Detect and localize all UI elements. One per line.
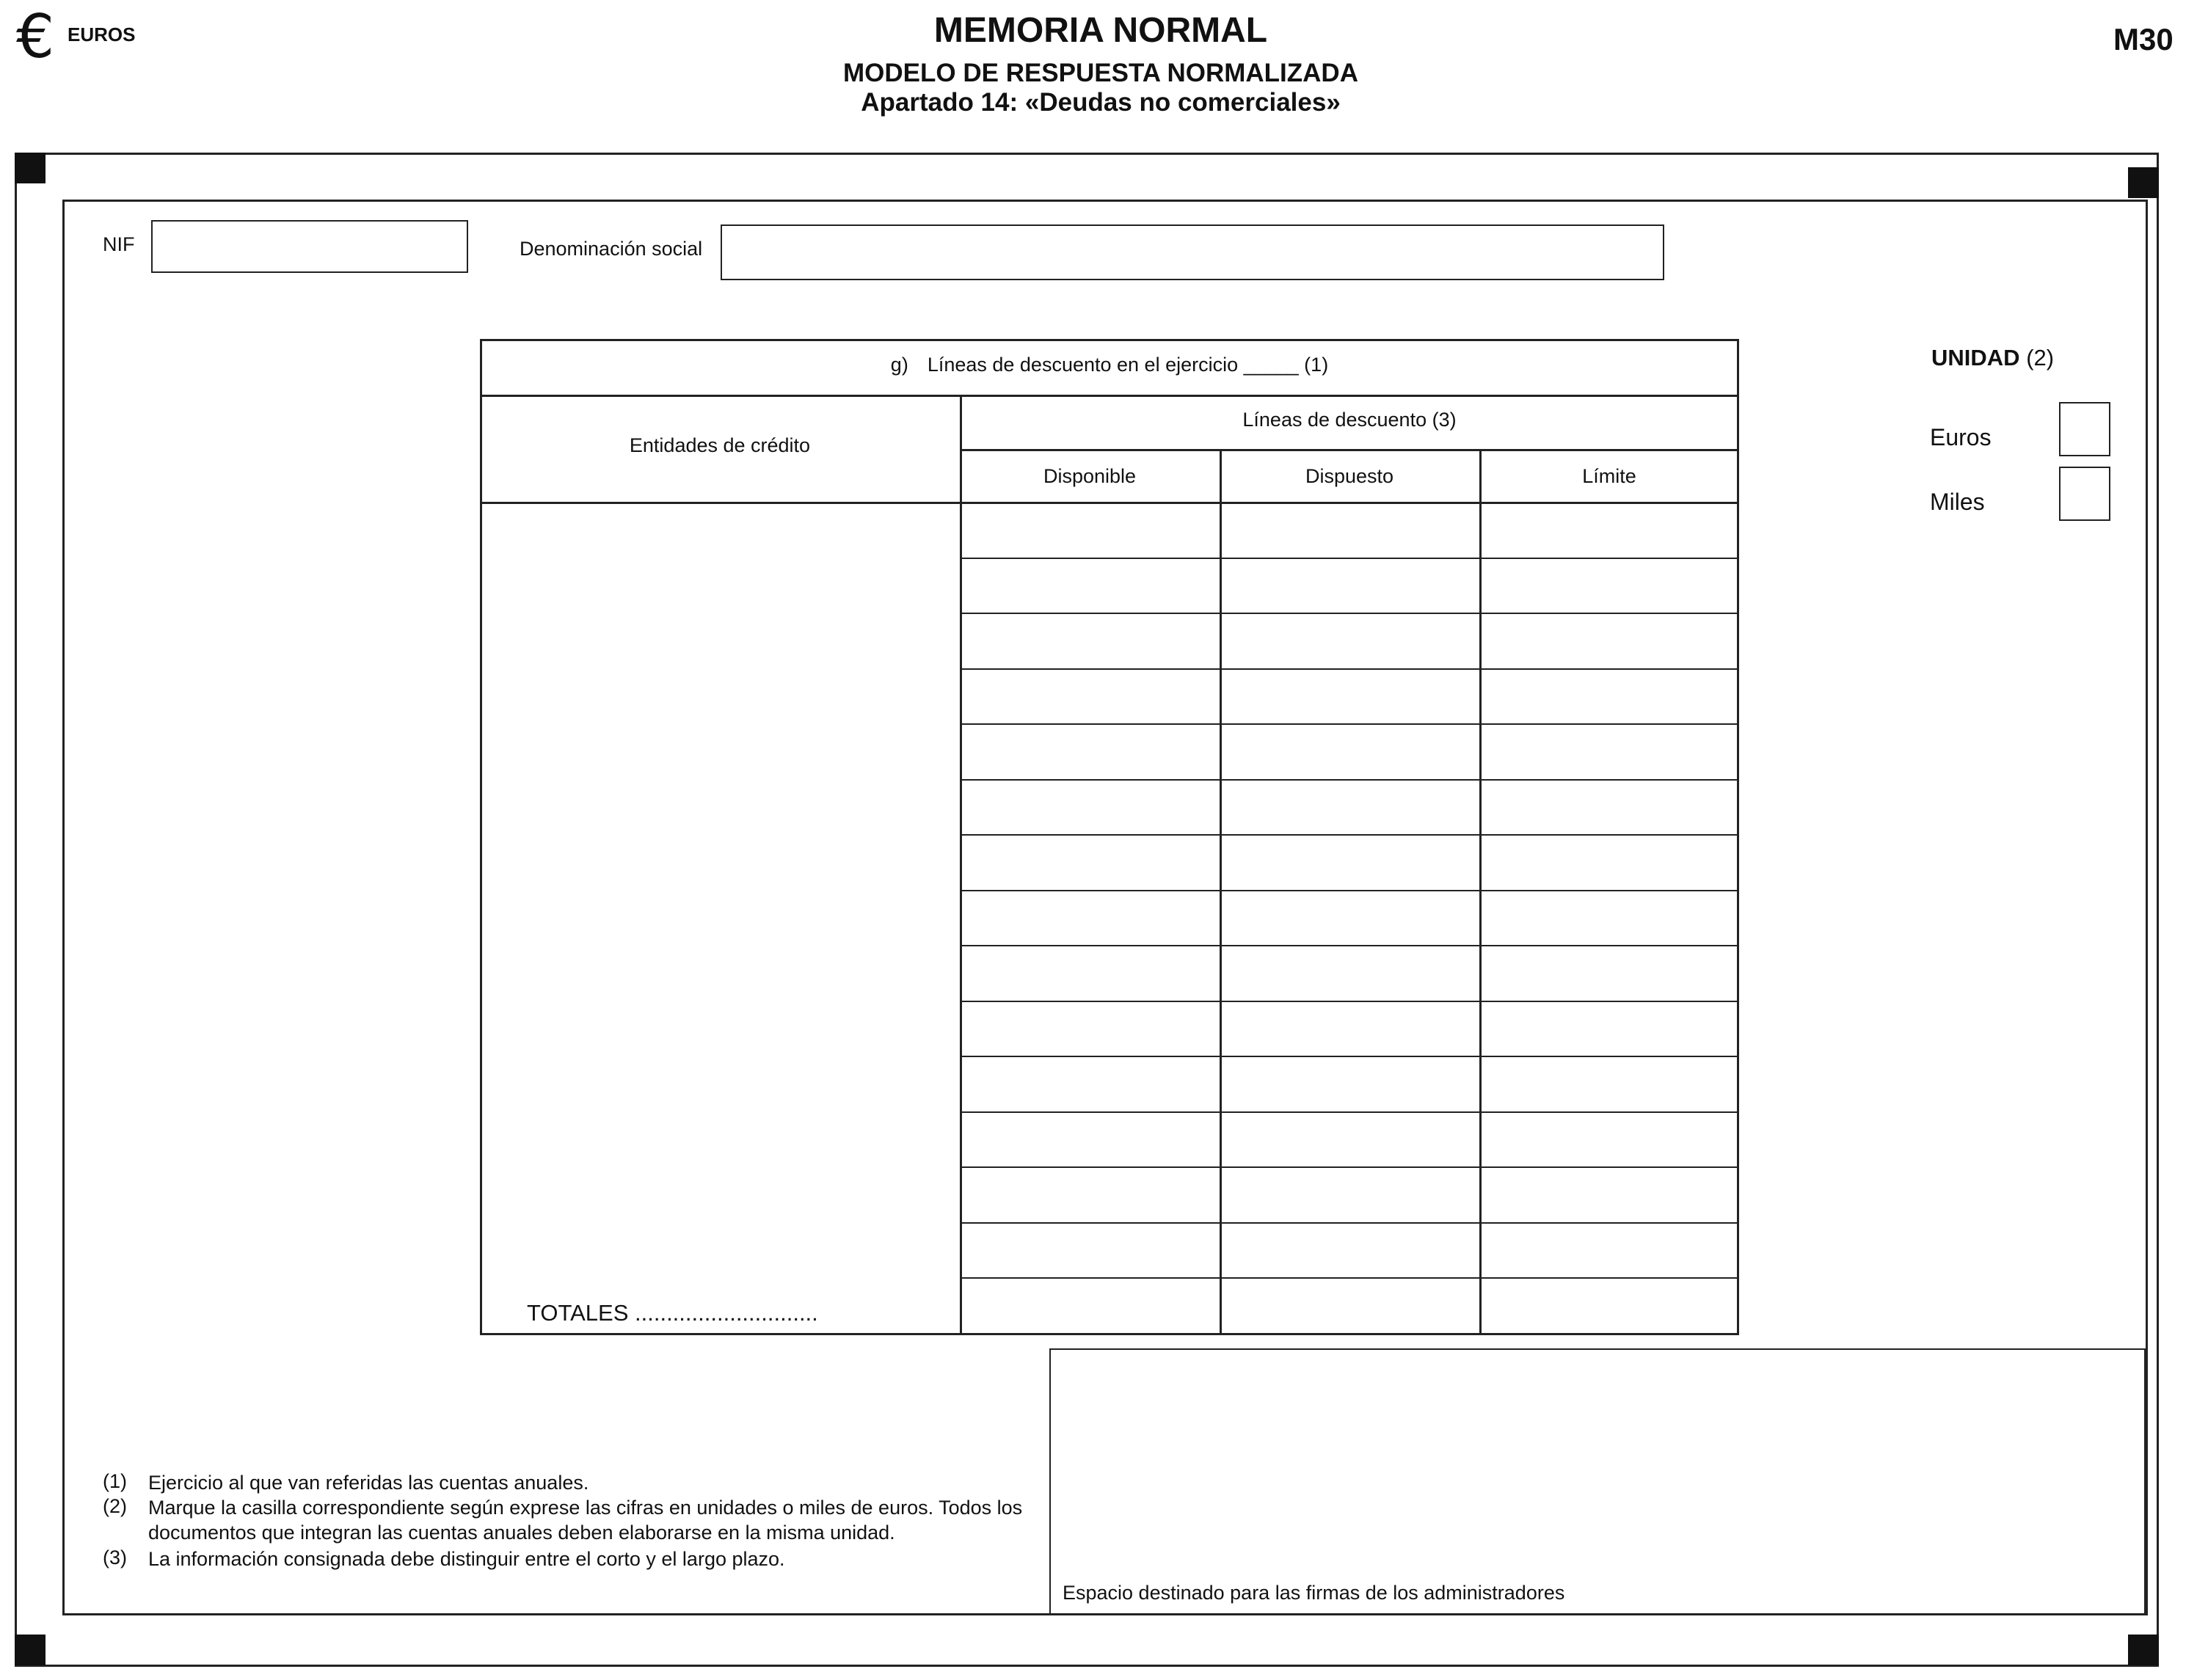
registration-mark-top-right [2128, 167, 2159, 198]
document-subtitle: MODELO DE RESPUESTA NORMALIZADA [843, 59, 1358, 87]
discount-lines-table [480, 339, 1739, 1335]
table-border-top [480, 339, 1739, 341]
euro-logo-icon: € [16, 2, 55, 72]
registration-mark-bottom-right [2128, 1635, 2159, 1665]
table-row-divider [960, 1277, 1739, 1279]
table-row-divider [960, 834, 1739, 836]
table-border-bottom [480, 1333, 1739, 1335]
table-row-divider [960, 1111, 1739, 1113]
unit-euros-label: Euros [1930, 424, 1992, 450]
table-row-divider [960, 558, 1739, 559]
table-row-divider [960, 723, 1739, 725]
table-heading [480, 354, 1739, 376]
table-row-divider [960, 668, 1739, 670]
table-heading-divider [480, 395, 1739, 397]
column-group-header-lineas: Líneas de descuento (3) [1242, 409, 1457, 431]
registration-mark-top-left [15, 153, 45, 183]
footnote-number: (3) [103, 1546, 127, 1568]
unidad-label: UNIDAD [1931, 345, 2020, 370]
table-heading-prefix: g) [890, 354, 908, 376]
form-code: M30 [2113, 22, 2174, 56]
nif-label: NIF [103, 233, 135, 255]
document-title: MEMORIA NORMAL [933, 11, 1268, 50]
table-row-divider [960, 945, 1739, 946]
document-section-title: Apartado 14: «Deudas no comerciales» [861, 88, 1341, 117]
denominacion-social-label: Denominación social [520, 238, 703, 260]
column-header-dispuesto: Dispuesto [1305, 465, 1394, 487]
table-row-divider [960, 1222, 1739, 1224]
dispuesto-column-divider [1479, 449, 1482, 1335]
unidad-footnote-ref: (2) [2026, 345, 2055, 370]
table-row-divider [960, 1056, 1739, 1057]
group-header-divider [960, 449, 1739, 451]
table-row-divider [960, 779, 1739, 781]
table-row-divider [960, 1166, 1739, 1168]
table-row-divider [960, 613, 1739, 614]
column-header-entidades: Entidades de crédito [629, 434, 811, 456]
column-header-limite: Límite [1582, 465, 1636, 487]
footnote-text: Marque la casilla correspondiente según exprese las cifras en unidades o miles de euros. Todos los documentos que integran las cuentas anuales deben elaborarse en la misma unidad. [148, 1497, 1023, 1544]
currency-label: EUROS [68, 23, 136, 45]
table-heading-text: Líneas de descuento en el ejercicio _____ (1) [927, 354, 1329, 376]
footnote-number: (2) [103, 1495, 127, 1517]
table-border-left [480, 339, 482, 1335]
unit-euros-checkbox[interactable] [2059, 402, 2110, 456]
registration-mark-bottom-left [15, 1635, 45, 1665]
entidades-column-divider [960, 395, 962, 1335]
signature-label: Espacio destinado para las firmas de los administradores [1063, 1582, 1565, 1604]
totales-label: TOTALES ............................. [527, 1300, 818, 1326]
column-header-disponible: Disponible [1043, 465, 1137, 487]
signature-area[interactable] [1049, 1348, 2146, 1615]
table-border-right [1737, 339, 1739, 1335]
unit-miles-checkbox[interactable] [2059, 467, 2110, 521]
unidad-title [1931, 345, 2054, 371]
footnote-text: Ejercicio al que van referidas las cuentas anuales. [148, 1472, 589, 1494]
disponible-column-divider [1220, 449, 1222, 1335]
table-row-divider [960, 1001, 1739, 1002]
footnote-number: (1) [103, 1470, 127, 1492]
nif-field[interactable] [151, 220, 468, 273]
footnote-text: La información consignada debe distinguir entre el corto y el largo plazo. [148, 1548, 785, 1570]
denominacion-social-field[interactable] [721, 224, 1664, 280]
header-bottom-divider [480, 502, 1739, 504]
unit-miles-label: Miles [1930, 489, 1985, 515]
table-row-divider [960, 890, 1739, 891]
